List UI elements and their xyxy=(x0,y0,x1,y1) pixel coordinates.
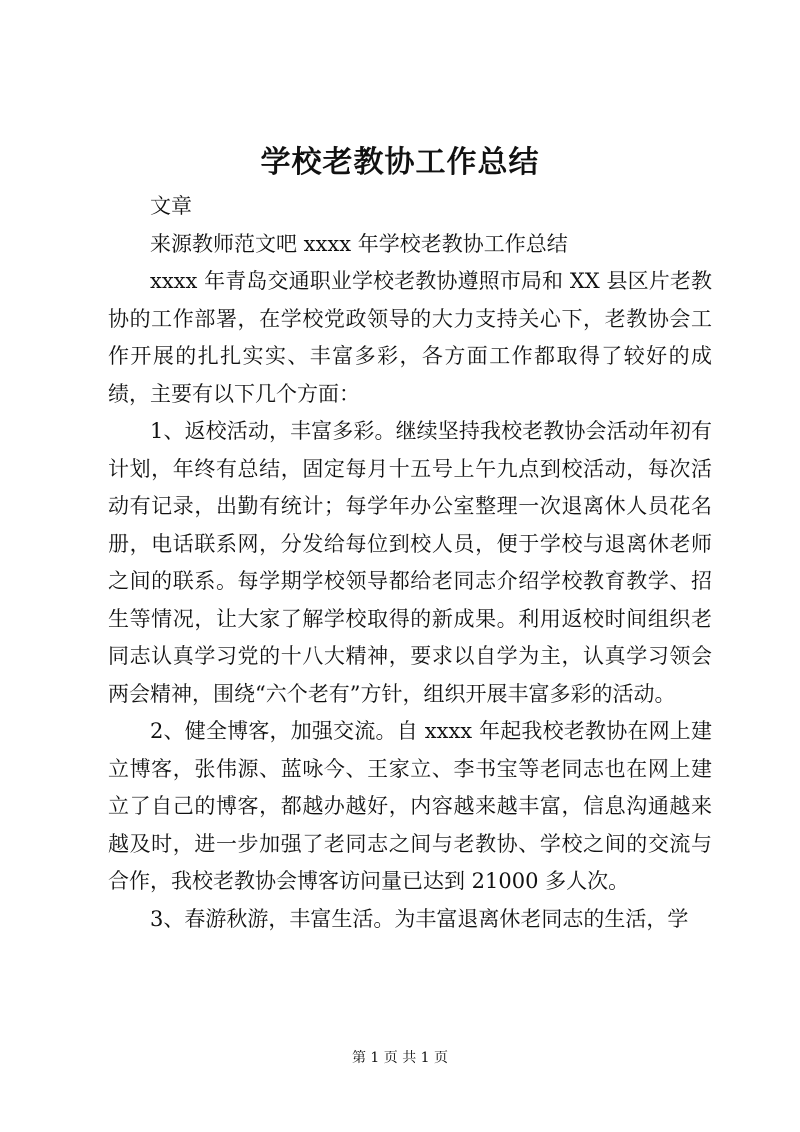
paragraph-source: 来源教师范文吧 xxxx 年学校老教协工作总结 xyxy=(150,231,568,256)
paragraph-intro: xxxx 年青岛交通职业学校老教协遵照市局和 XX 县区片老教协的工作部署，在学校党政领导的大力支持关心下，老教协会工作开展的扎扎实实、丰富多彩，各方面工作都取得了较好的成绩，主要有以下几个方面： xyxy=(108,269,712,406)
document-body xyxy=(108,188,712,938)
paragraph-article-label: 文章 xyxy=(150,194,192,218)
paragraph-item-3: 3、春游秋游，丰富生活。为丰富退离休老同志的生活，学 xyxy=(150,906,689,931)
document-title: 学校老教协工作总结 xyxy=(260,145,540,180)
paragraph-item-1: 1、返校活动，丰富多彩。继续坚持我校老教协会活动年初有计划，年终有总结，固定每月十五号上午九点到校活动，每次活动有记录，出勤有统计；每学年办公室整理一次退离休人员花名册，电话联系网，分发给每位到校人员，便于学校与退离休老师之间的联系。每学期学校领导都给老同志介绍学校教育教学、招生等情况，让大家了解学校取得的新成果。利用返校时间组织老同志认真学习党的十八大精神，要求以自学为主，认真学习领会两会精神，围绕“六个老有”方针，组织开展丰富多彩的活动。 xyxy=(108,419,712,706)
page-footer: 第 1 页 共 1 页 xyxy=(351,1050,449,1066)
paragraph-item-2: 2、健全博客，加强交流。自 xxxx 年起我校老教协在网上建立博客，张伟源、蓝咏今、王家立、李书宝等老同志也在网上建立了自己的博客，都越办越好，内容越来越丰富，信息沟通越来越及时，进一步加强了老同志之间与老教协、学校之间的交流与合作，我校老教协会博客访问量已达到 21000 多人次。 xyxy=(108,719,712,893)
